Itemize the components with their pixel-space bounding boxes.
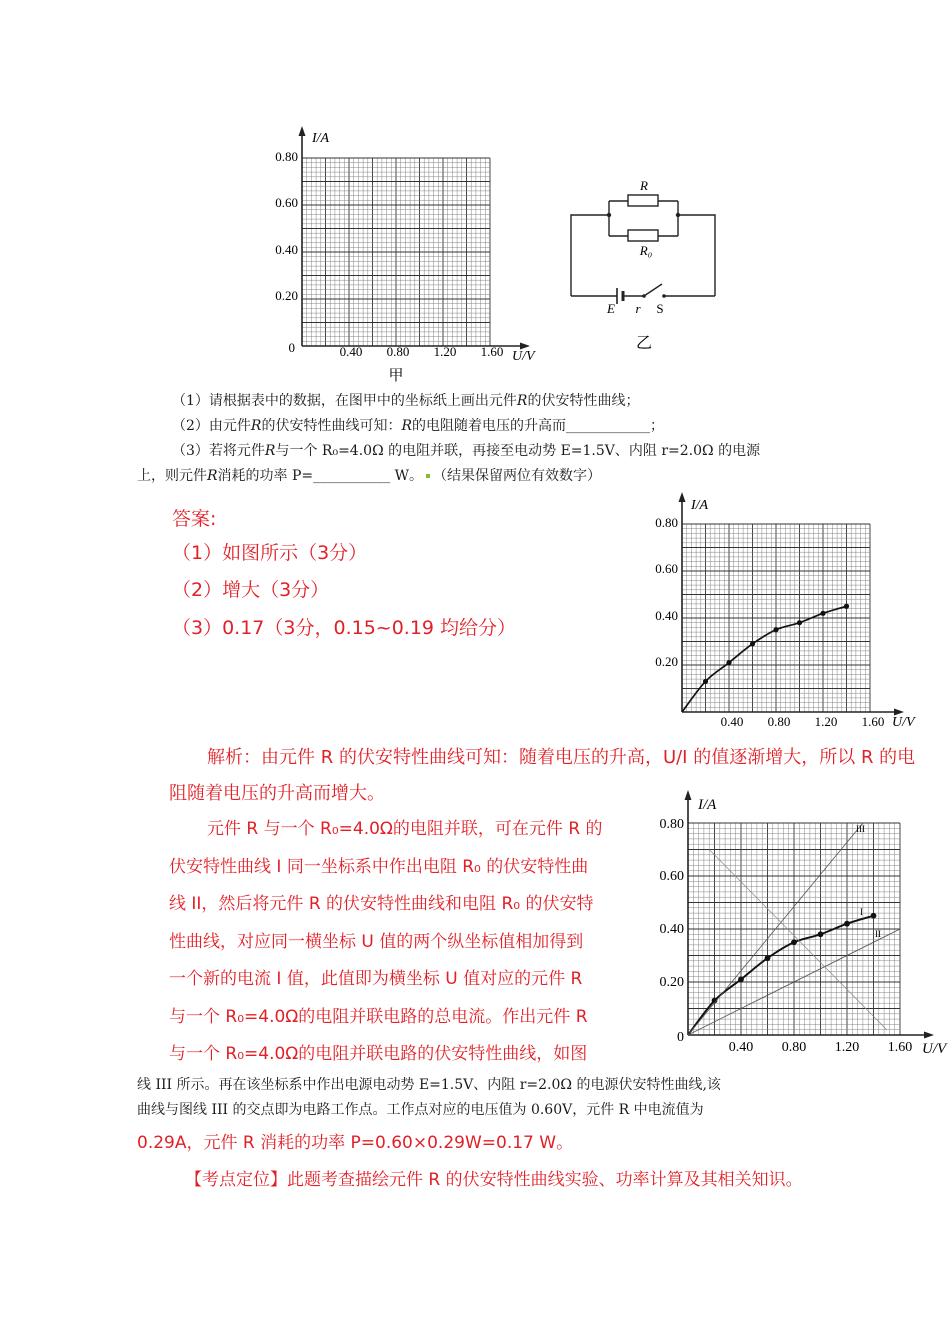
x-tick: 1.20	[433, 344, 457, 359]
analysis-last-line: 0.29A，元件 R 消耗的功率 P=0.60×0.29W=0.17 W。	[137, 1133, 574, 1153]
x-tick: 0.80	[767, 714, 791, 729]
analysis-line-1: 解析：由元件 R 的伏安特性曲线可知：随着电压的升高，U/I 的值逐渐增大，所以 R 的电	[207, 747, 916, 768]
y-tick: 0.40	[655, 608, 678, 623]
question-2: （2）由元件R的伏安特性曲线可知：R的电阻随着电压的升高而____________；	[172, 418, 665, 434]
analysis-p2-line-4: 性曲线，对应同一横坐标 U 值的两个纵坐标值相加得到	[169, 932, 584, 952]
jia-grid	[302, 158, 490, 346]
x-axis-label: U/V	[892, 715, 915, 730]
iv-curve-line	[682, 606, 847, 712]
y-tick: 0.60	[655, 561, 678, 576]
label-S: S	[656, 301, 664, 316]
analysis-p2-line-6: 与一个 R₀=4.0Ω的电阻并联电路的总电流。作出元件 R	[169, 1007, 588, 1027]
y-tick: 0.60	[275, 195, 298, 210]
y-axis-label: I/A	[691, 498, 709, 513]
figure-caption-yi: 乙	[635, 335, 653, 352]
x-tick: 0.40	[720, 714, 744, 729]
y-tick: 0.20	[275, 288, 298, 303]
answer-1: （1）如图所示（3分）	[172, 542, 368, 564]
answer-3: （3）0.17（3分，0.15~0.19 均给分）	[172, 617, 517, 639]
question-3-line-1: （3）若将元件R与一个 R₀=4.0Ω 的电阻并联，再接至电动势 E=1.5V、内阻 r=2.0Ω 的电源	[172, 443, 761, 459]
curve-I-line	[688, 916, 874, 1035]
figure-caption-jia: 甲	[388, 368, 404, 384]
x-tick: 0.40	[728, 1040, 754, 1055]
y-tick: 0.20	[655, 654, 678, 669]
answer-iv-chart	[642, 490, 922, 738]
y-tick: 0.40	[659, 922, 684, 937]
x-tick: 0.40	[339, 344, 363, 359]
question-1: （1）请根据表中的数据，在图甲中的坐标纸上画出元件R的伏安特性曲线；	[172, 393, 640, 409]
curve-I-point	[791, 939, 797, 945]
x-tick: 1.60	[480, 344, 504, 359]
x-axis-arrow	[924, 1032, 934, 1039]
x-tick: 1.60	[861, 714, 885, 729]
answer-title: 答案:	[172, 508, 217, 530]
figure-jia-grid-chart	[262, 124, 552, 386]
x-axis-label: U/V	[512, 349, 535, 364]
question-3-line-2: 上，则元件R消耗的功率 P=___________ W。 （结果保留两位有效数字）	[137, 468, 601, 484]
answer-chart-grid	[682, 524, 870, 712]
label-R0: R₀	[639, 243, 653, 258]
data-point	[703, 679, 708, 684]
curve-I-point	[818, 931, 824, 937]
curve-label-I: I	[860, 907, 863, 917]
analysis-p2-line-2: 伏安特性曲线 I 同一坐标系中作出电阻 R₀ 的伏安特性曲	[169, 857, 589, 877]
x-tick: 1.60	[887, 1040, 913, 1055]
answer-curve	[682, 604, 849, 712]
curve-label-II: II	[875, 929, 881, 939]
wire-right	[678, 215, 715, 296]
green-dot-mark	[426, 474, 430, 478]
analysis-p2-line-7: 与一个 R₀=4.0Ω的电阻并联电路的伏安特性曲线，如图	[169, 1044, 588, 1064]
origin-label: 0	[288, 340, 295, 355]
data-point	[820, 611, 825, 616]
x-tick: 1.20	[814, 714, 838, 729]
resistor-R0	[628, 230, 658, 241]
figure-yi-circuit	[562, 172, 727, 357]
analysis-black-line-1: 线 III 所示。再在该坐标系中作出电源电动势 E=1.5V、内阻 r=2.0Ω 的电源伏安特性曲线,该	[137, 1077, 721, 1093]
y-tick: 0.60	[659, 869, 684, 884]
x-tick: 0.80	[386, 344, 410, 359]
analysis-iv-chart	[646, 788, 948, 1060]
analysis-chart-grid	[688, 823, 900, 1035]
x-tick: 0.80	[781, 1040, 807, 1055]
y-tick: 0.80	[275, 149, 298, 164]
origin-label: 0	[677, 1030, 684, 1045]
curve-label-III: III	[856, 824, 865, 834]
curve-I-point	[871, 913, 877, 919]
y-axis-label: I/A	[698, 797, 717, 813]
wire-left	[571, 215, 609, 296]
resistor-R	[628, 195, 658, 206]
data-point	[750, 641, 755, 646]
label-r: r	[635, 301, 641, 316]
x-tick: 1.20	[834, 1040, 860, 1055]
data-point	[844, 604, 849, 609]
curve-I-point	[738, 976, 744, 982]
analysis-black-line-2: 曲线与图线 III 的交点即为电路工作点。工作点对应的电压值为 0.60V，元件 R 中电流值为	[137, 1102, 704, 1118]
analysis-line-2: 阻随着电压的升高而增大。	[169, 783, 385, 804]
curve-I-point	[765, 955, 771, 961]
y-tick: 0.20	[659, 975, 684, 990]
analysis-p2-line-1: 元件 R 与一个 R₀=4.0Ω的电阻并联，可在元件 R 的	[207, 819, 603, 839]
label-E: E	[607, 301, 615, 316]
analysis-p2-line-3: 线 II，然后将元件 R 的伏安特性曲线和电阻 R₀ 的伏安特	[169, 894, 594, 914]
analysis-p2-line-5: 一个新的电流 I 值，此值即为横坐标 U 值对应的元件 R	[169, 969, 583, 989]
switch-S	[644, 284, 662, 296]
y-axis-label: I/A	[312, 131, 330, 146]
x-axis-label: U/V	[922, 1041, 947, 1057]
y-axis-arrow	[685, 790, 692, 800]
curve-I-point	[844, 921, 850, 927]
y-tick: 0.80	[655, 515, 678, 530]
data-point	[773, 627, 778, 632]
key-point-line: 【考点定位】此题考查描绘元件 R 的伏安特性曲线实验、功率计算及其相关知识。	[185, 1170, 803, 1190]
data-point	[726, 660, 731, 665]
label-R: R	[640, 178, 648, 193]
y-tick: 0.80	[659, 817, 684, 832]
answer-2: （2）增大（3分）	[172, 579, 330, 601]
data-point	[797, 620, 802, 625]
y-axis-arrow	[679, 492, 686, 502]
y-axis-arrow	[299, 126, 306, 136]
y-tick: 0.40	[275, 242, 298, 257]
